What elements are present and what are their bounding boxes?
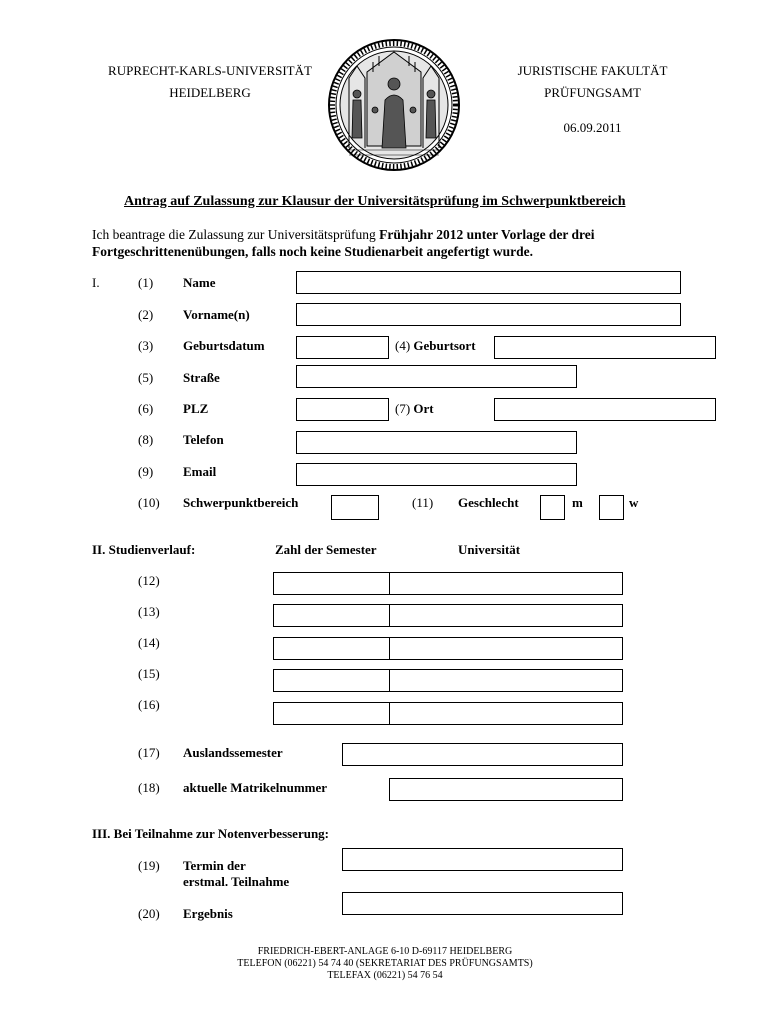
street-input[interactable] <box>296 365 577 388</box>
gender-label: Geschlecht <box>458 495 519 510</box>
semester-column-header: Zahl der Semester <box>275 542 377 557</box>
phone-input[interactable] <box>296 431 577 454</box>
university-input-13[interactable] <box>389 604 623 627</box>
field-6-number: (6) <box>138 401 154 416</box>
gender-m-label: m <box>572 495 583 510</box>
postal-code-label: PLZ <box>183 401 209 416</box>
university-seal-icon <box>327 38 461 172</box>
university-input-14[interactable] <box>389 637 623 660</box>
name-label: Name <box>183 275 216 290</box>
city-input[interactable] <box>494 398 716 421</box>
field-3-number: (3) <box>138 338 154 353</box>
birth-place-label: Geburtsort <box>413 338 476 353</box>
focus-area-input[interactable] <box>331 495 379 520</box>
intro-normal: Ich beantrage die Zulassung zur Universitätsprüfung <box>92 227 380 242</box>
first-name-input[interactable] <box>296 303 681 326</box>
gender-w-label: w <box>629 495 639 510</box>
first-attempt-label-line1: Termin der <box>183 858 246 873</box>
first-attempt-label-line2: erstmal. Teilnahme <box>183 874 290 889</box>
row-14-number: (14) <box>138 635 160 650</box>
field-2-number: (2) <box>138 307 154 322</box>
faculty-name: JURISTISCHE FAKULTÄT <box>517 63 668 78</box>
office-name: PRÜFUNGSAMT <box>544 85 641 100</box>
result-input[interactable] <box>342 892 623 915</box>
semester-input-13[interactable] <box>273 604 390 627</box>
row-16-number: (16) <box>138 697 160 712</box>
abroad-semester-label: Auslandssemester <box>183 745 283 760</box>
footer-address: FRIEDRICH-EBERT-ANLAGE 6-10 D-69117 HEIDELBERG <box>257 946 513 957</box>
matriculation-label: aktuelle Matrikelnummer <box>183 780 328 795</box>
field-1-number: (1) <box>138 275 154 290</box>
focus-area-label: Schwerpunktbereich <box>183 495 299 510</box>
university-city: HEIDELBERG <box>169 85 251 100</box>
street-label: Straße <box>183 370 220 385</box>
semester-input-16[interactable] <box>273 702 390 725</box>
intro-line2: Fortgeschrittenenübungen, falls noch keine Studienarbeit angefertigt wurde. <box>92 244 533 259</box>
university-input-16[interactable] <box>389 702 623 725</box>
semester-input-15[interactable] <box>273 669 390 692</box>
birth-date-label: Geburtsdatum <box>183 338 265 353</box>
row-12-number: (12) <box>138 573 160 588</box>
semester-input-12[interactable] <box>273 572 390 595</box>
first-attempt-input[interactable] <box>342 848 623 871</box>
matriculation-input[interactable] <box>389 778 623 801</box>
gender-w-checkbox[interactable] <box>599 495 624 520</box>
university-name: RUPRECHT-KARLS-UNIVERSITÄT <box>108 63 312 78</box>
document-date: 06.09.2011 <box>563 120 622 135</box>
grade-improvement-heading: III. Bei Teilnahme zur Notenverbesserung: <box>92 826 330 841</box>
birth-place-field <box>395 338 476 354</box>
birth-date-input[interactable] <box>296 336 389 359</box>
birth-place-input[interactable] <box>494 336 716 359</box>
abroad-semester-input[interactable] <box>342 743 623 766</box>
email-input[interactable] <box>296 463 577 486</box>
first-name-label: Vorname(n) <box>183 307 250 322</box>
study-history-heading: II. Studienverlauf: <box>92 542 196 557</box>
field-7-number: (7) <box>395 401 411 416</box>
gender-m-checkbox[interactable] <box>540 495 565 520</box>
name-input[interactable] <box>296 271 681 294</box>
university-input-12[interactable] <box>389 572 623 595</box>
footer-fax: TELEFAX (06221) 54 76 54 <box>327 970 443 981</box>
intro-text <box>92 226 595 243</box>
document-title: Antrag auf Zulassung zur Klausur der Universitätsprüfung im Schwerpunktbereich <box>124 194 626 209</box>
field-9-number: (9) <box>138 464 154 479</box>
footer-phone: TELEFON (06221) 54 74 40 (SEKRETARIAT DES PRÜFUNGSAMTS) <box>237 958 533 969</box>
intro-bold: Frühjahr 2012 unter Vorlage der drei <box>379 227 595 242</box>
result-label: Ergebnis <box>183 906 233 921</box>
university-input-15[interactable] <box>389 669 623 692</box>
semester-input-14[interactable] <box>273 637 390 660</box>
field-4-number: (4) <box>395 338 411 353</box>
email-label: Email <box>183 464 217 479</box>
university-column-header: Universität <box>458 542 521 557</box>
field-19-number: (19) <box>138 858 160 873</box>
field-17-number: (17) <box>138 745 160 760</box>
field-10-number: (10) <box>138 495 160 510</box>
field-20-number: (20) <box>138 906 160 921</box>
city-label: Ort <box>413 401 434 416</box>
row-13-number: (13) <box>138 604 160 619</box>
row-15-number: (15) <box>138 666 160 681</box>
city-field <box>395 401 434 417</box>
phone-label: Telefon <box>183 432 224 447</box>
field-5-number: (5) <box>138 370 154 385</box>
postal-code-input[interactable] <box>296 398 389 421</box>
field-8-number: (8) <box>138 432 154 447</box>
section-1-numeral: I. <box>92 275 100 290</box>
field-11-number: (11) <box>412 495 434 510</box>
field-18-number: (18) <box>138 780 160 795</box>
